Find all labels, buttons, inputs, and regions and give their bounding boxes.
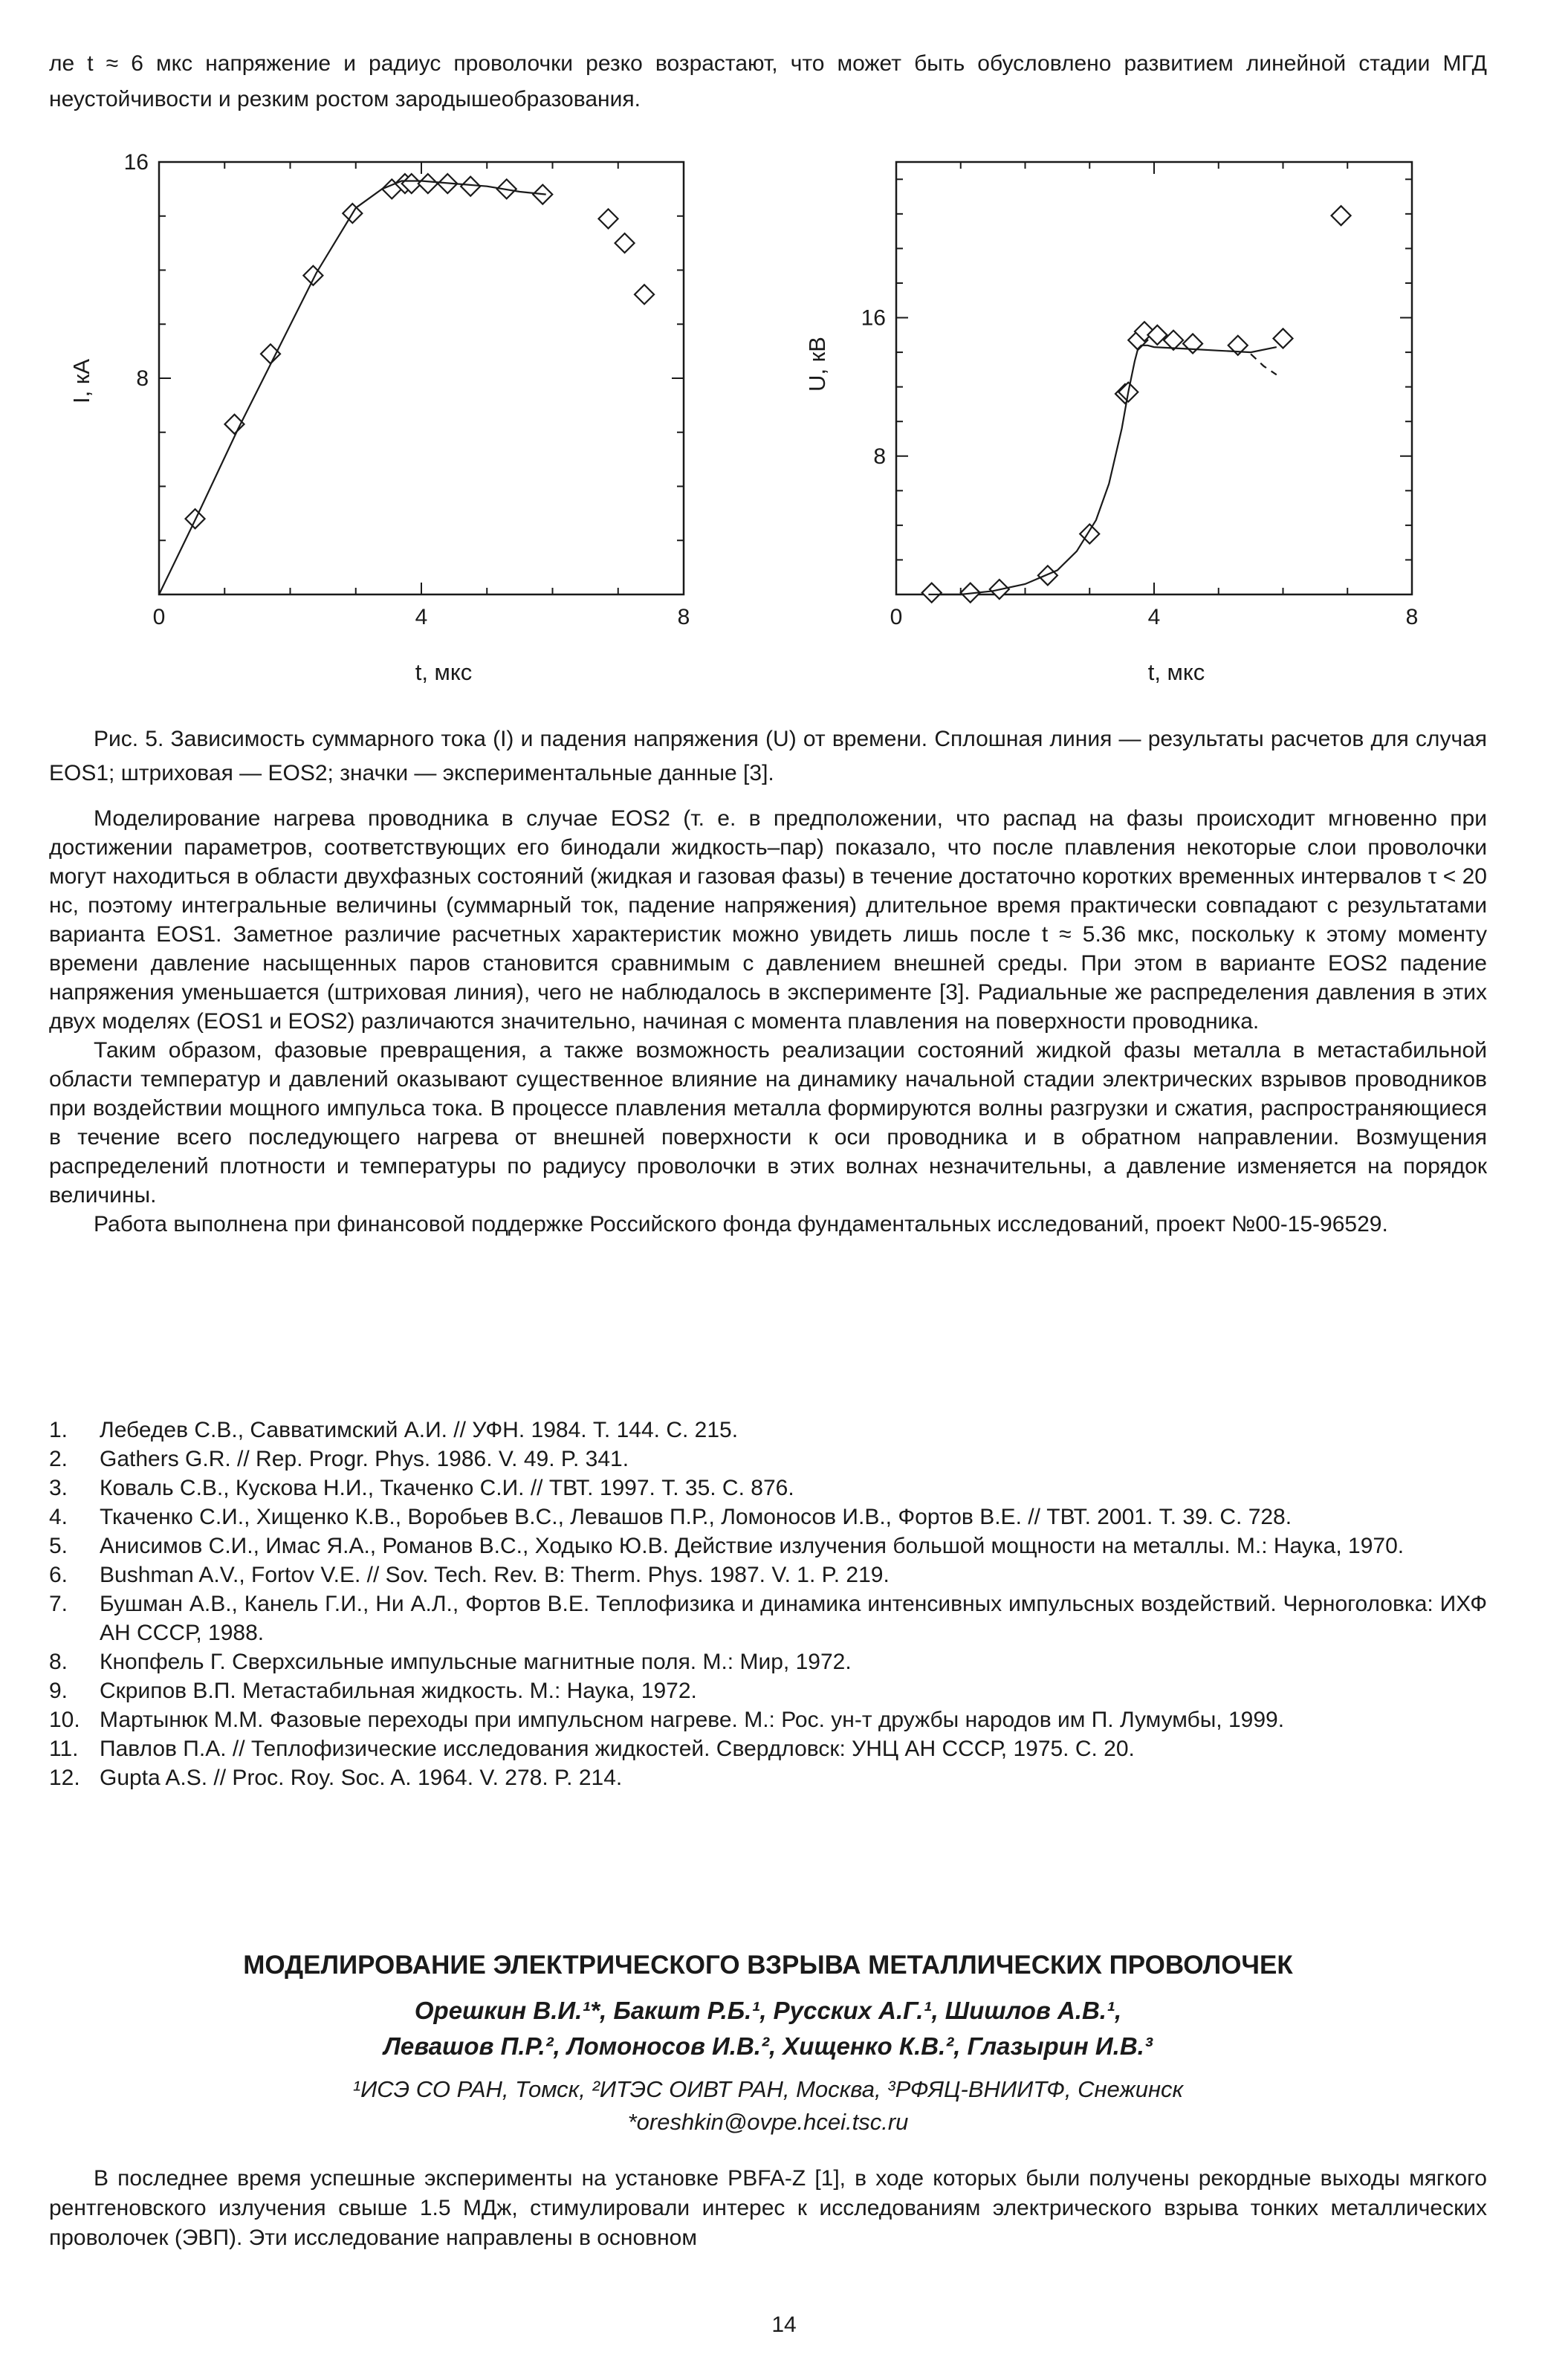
- reference-item: 12. Gupta A.S. // Proc. Roy. Soc. A. 1964. V. 278. P. 214.: [49, 1766, 623, 1790]
- body-paragraph: Моделирование нагрева проводника в случае EOS2 (т. е. в предположении, что распад на фазы происходит мгновенно при достижении параметров, соответствующих его бинодали жидкость–пар) показало, что после плавления некоторые слои проволочки могут находиться в области двухфазных состояний (жидкая и газовая фазы) в течение достаточно коротких временных интервалов τ < 20 нс, поэтому интегральные величины (суммарный ток, падение напряжения) длительное время практически совпадают с результатами варианта EOS1. Заметное различие расчетных характеристик можно увидеть лишь после t ≈ 5.36 мкс, поскольку к этому моменту времени давление насыщенных паров становится сравнимым с давлением внешней среды. При этом в варианте EOS2 падение напряжения уменьшается (штриховая линия), чего не наблюдалось в эксперименте [3]. Радиальные же распределения давления в этих двух моделях (EOS1 и EOS2) различаются значительно, начиная с момента плавления на поверхности проводника.: [49, 806, 1487, 1034]
- article-intro: В последнее время успешные эксперименты на установке PBFA-Z [1], в ходе которых были получены рекордные выходы мягкого рентгеновского излучения свыше 1.5 МДж, стимулировали интерес к исследованиям электрического взрыва тонких металлических проволочек (ЭВП). Эти исследование направлены в основном: [49, 2166, 1487, 2250]
- series-line: [928, 346, 1276, 594]
- series-line-dashed: [1251, 354, 1277, 375]
- x-tick-label: 0: [890, 605, 903, 629]
- affiliations-line: ¹ИСЭ СО РАН, Томск, ²ИТЭС ОИВТ РАН, Москва, ³РФЯЦ-ВНИИТФ, Снежинск: [352, 2076, 1184, 2102]
- x-axis-title: t, мкс: [415, 659, 473, 685]
- data-point: [1038, 565, 1057, 585]
- reference-item: 4. Ткаченко С.И., Хищенко К.В., Воробьев В.С., Левашов П.Р., Ломоносов И.В., Фортов В.Е. // ТВТ. 2001. Т. 39. С. 728.: [49, 1505, 1292, 1529]
- figure-caption: Рис. 5. Зависимость суммарного тока (I) и падения напряжения (U) от времени. Сплошная линия — результаты расчетов для случая EOS1; штриховая — EOS2; значки — экспериментальные данные [3].: [49, 727, 1487, 785]
- plot-frame: [159, 162, 684, 594]
- body-paragraph: Работа выполнена при финансовой поддержке Российского фонда фундаментальных исследований, проект №00-15-96529.: [94, 1212, 1388, 1236]
- data-point: [303, 266, 323, 285]
- page-number: 14: [771, 2312, 797, 2337]
- reference-item: 10. Мартынюк М.М. Фазовые переходы при импульсном нагреве. М.: Рос. ун-т дружбы народов им П. Лумумбы, 1999.: [49, 1708, 1285, 1732]
- data-point: [599, 209, 618, 228]
- x-tick-label: 8: [1405, 605, 1419, 629]
- data-point: [1332, 206, 1351, 225]
- y-tick-label: 8: [873, 444, 886, 469]
- reference-item: 8. Кнопфель Г. Сверхсильные импульсные магнитные поля. М.: Мир, 1972.: [49, 1650, 852, 1674]
- reference-item: 3. Коваль С.В., Кускова Н.И., Ткаченко С.И. // ТВТ. 1997. Т. 35. С. 876.: [49, 1476, 794, 1500]
- y-tick-label: 8: [136, 366, 149, 391]
- reference-item: 5. Анисимов С.И., Имас Я.А., Романов В.С., Ходыко Ю.В. Действие излучения большой мощности на металлы. М.: Наука, 1970.: [49, 1534, 1405, 1558]
- top-paragraph: ле t ≈ 6 мкс напряжение и радиус проволочки резко возрастают, что может быть обусловлено развитием линейной стадии МГД неустойчивости и резким ростом зародышеобразования.: [49, 51, 1487, 111]
- data-point: [615, 233, 635, 253]
- y-tick-label: 16: [861, 305, 886, 331]
- data-point: [418, 174, 438, 193]
- author-email: *oreshkin@ovpe.hcei.tsc.ru: [627, 2109, 909, 2135]
- data-point: [1274, 328, 1293, 348]
- article-authors: [49, 1993, 1487, 2064]
- reference-list: [49, 1416, 1487, 1792]
- reference-item: 7. Бушман А.В., Канель Г.И., Ни А.Л., Фортов В.Е. Теплофизика и динамика интенсивных импульсных воздействий. Черноголовка: ИХФ АН СССР, 1988.: [49, 1592, 1487, 1645]
- x-tick-label: 4: [415, 605, 428, 629]
- chart-1: [68, 150, 690, 685]
- data-point: [635, 285, 654, 304]
- reference-item: 6. Bushman A.V., Fortov V.E. // Sov. Tech. Rev. B: Therm. Phys. 1987. V. 1. P. 219.: [49, 1563, 890, 1587]
- article-title: МОДЕЛИРОВАНИЕ ЭЛЕКТРИЧЕСКОГО ВЗРЫВА МЕТАЛЛИЧЕСКИХ ПРОВОЛОЧЕК: [243, 1951, 1293, 1980]
- data-point: [1183, 334, 1202, 353]
- data-point: [1164, 331, 1183, 350]
- x-tick-label: 4: [1147, 605, 1161, 629]
- x-tick-label: 8: [677, 605, 690, 629]
- plot-frame: [896, 162, 1412, 594]
- authors-line: Орешкин В.И.¹*, Бакшт Р.Б.¹, Русских А.Г.¹, Шишлов А.В.¹,: [414, 1997, 1122, 2024]
- reference-item: 2. Gathers G.R. // Rep. Progr. Phys. 1986. V. 49. P. 341.: [49, 1447, 629, 1471]
- series-line: [159, 181, 546, 595]
- x-axis-title: t, мкс: [1147, 659, 1205, 685]
- reference-item: 11. Павлов П.А. // Теплофизические исследования жидкостей. Свердловск: УНЦ АН СССР, 1975. С. 20.: [49, 1737, 1135, 1761]
- article-affiliations: [49, 2073, 1487, 2139]
- reference-item: 1. Лебедев С.В., Савватимский А.И. // УФН. 1984. Т. 144. С. 215.: [49, 1418, 739, 1442]
- reference-item: 9. Скрипов В.П. Метастабильная жидкость. М.: Наука, 1972.: [49, 1679, 697, 1703]
- y-tick-label: 16: [123, 150, 149, 175]
- data-point: [922, 583, 942, 603]
- body-text: [49, 804, 1487, 1239]
- authors-line: Левашов П.Р.², Ломоносов И.В.², Хищенко К.В.², Глазырин И.В.³: [383, 2032, 1153, 2060]
- chart-2: [804, 162, 1418, 685]
- figure-5-charts: [0, 149, 1568, 713]
- y-axis-title: U, кВ: [804, 337, 830, 392]
- figure-5: [0, 149, 1568, 713]
- y-axis-title: I, кА: [68, 358, 94, 404]
- body-paragraph: Таким образом, фазовые превращения, а также возможность реализации состояний жидкой фазы металла в метастабильной области температур и давлений оказывают существенное влияние на динамику начальной стадии электрических взрывов проводников при воздействии мощного импульса тока. В процессе плавления металла формируются волны разгрузки и сжатия, распространяющиеся в течение всего последующего нагрева от внешней поверхности к оси проводника и в обратном направлении. Возмущения распределений плотности и температуры по радиусу проволочки в этих волнах незначительны, а давление изменяется на порядок величины.: [49, 1038, 1487, 1208]
- x-tick-label: 0: [152, 605, 166, 629]
- data-point: [261, 344, 280, 363]
